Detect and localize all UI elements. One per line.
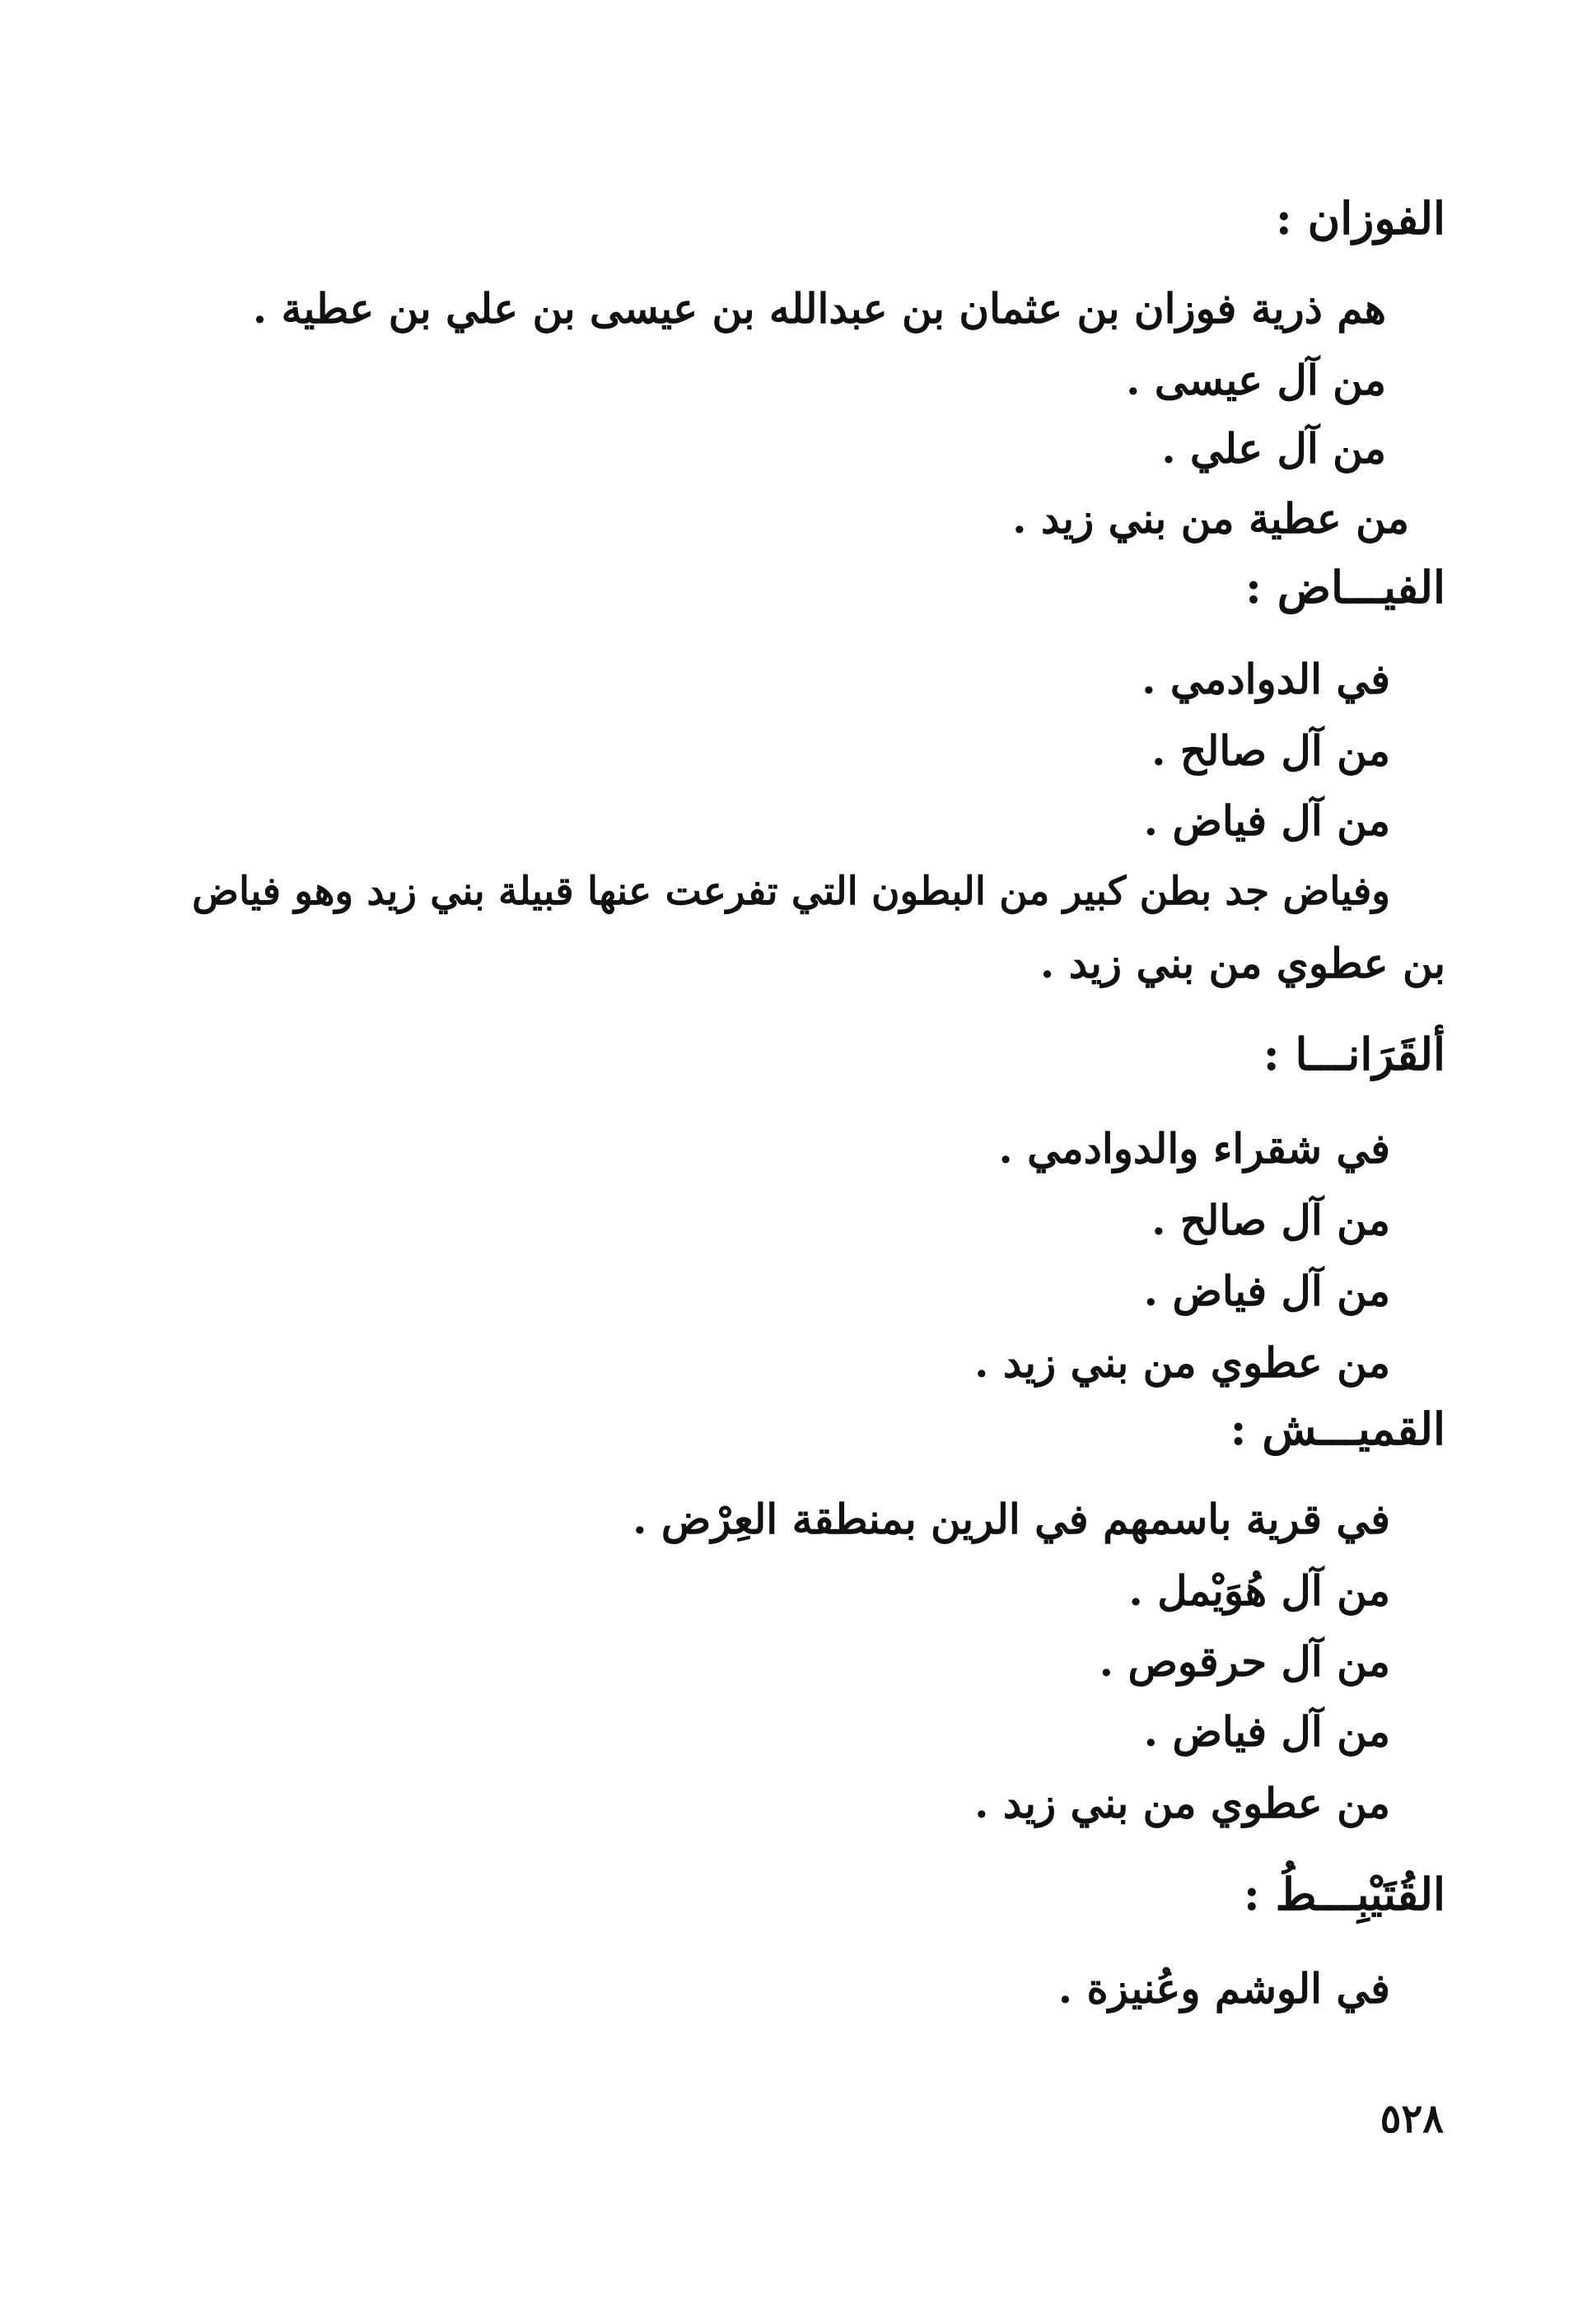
- text-line: من عطوي من بني زيد .: [974, 1338, 1390, 1387]
- text-line: من آل فياض .: [1143, 1707, 1390, 1756]
- text-line: من آل هُوَيْمل .: [1128, 1566, 1390, 1615]
- text-line: من عطية من بني زيد .: [1012, 494, 1409, 543]
- page-number: ٥٢٨: [1380, 2096, 1444, 2142]
- text-line: وفياض جد بطن كبير من البطون التي تفرعت عنها قبيلة بني زيد وهو فياض: [192, 869, 1390, 914]
- text-line: من آل حرقوص .: [1099, 1637, 1390, 1686]
- section-heading-qarana: ألقَرَانـــا :: [1263, 1028, 1445, 1080]
- text-line: في الدوادمي .: [1141, 655, 1390, 703]
- section-heading-qumaysh: القميـــش :: [1230, 1402, 1445, 1455]
- text-line: من عطوي من بني زيد .: [974, 1779, 1390, 1827]
- section-heading-fayyad: الفيـــاض :: [1245, 561, 1445, 614]
- text-line: في الوشم وعُنيزة .: [1057, 1964, 1390, 2013]
- text-line: من آل علي .: [1161, 424, 1386, 473]
- text-line: هم ذرية فوزان بن عثمان بن عبدالله بن عيسى بن علي بن عطية .: [252, 284, 1386, 333]
- text-line: بن عطوي من بني زيد .: [1039, 939, 1445, 987]
- text-line: من آل فياض .: [1143, 1267, 1390, 1315]
- text-line: من آل عيسى .: [1126, 356, 1386, 404]
- text-line: من آل صالح .: [1151, 726, 1390, 775]
- text-line: من آل فياض .: [1143, 796, 1390, 845]
- text-line: من آل صالح .: [1151, 1196, 1390, 1244]
- text-line: في قرية باسمهم في الرين بمنطقة العِرْض .: [633, 1495, 1390, 1543]
- text-line: في شقراء والدوادمي .: [998, 1124, 1390, 1173]
- section-heading-fawzan: الفوزان :: [1275, 192, 1445, 245]
- section-heading-qutaybit: القُتَيْبِـــطُ :: [1243, 1868, 1445, 1920]
